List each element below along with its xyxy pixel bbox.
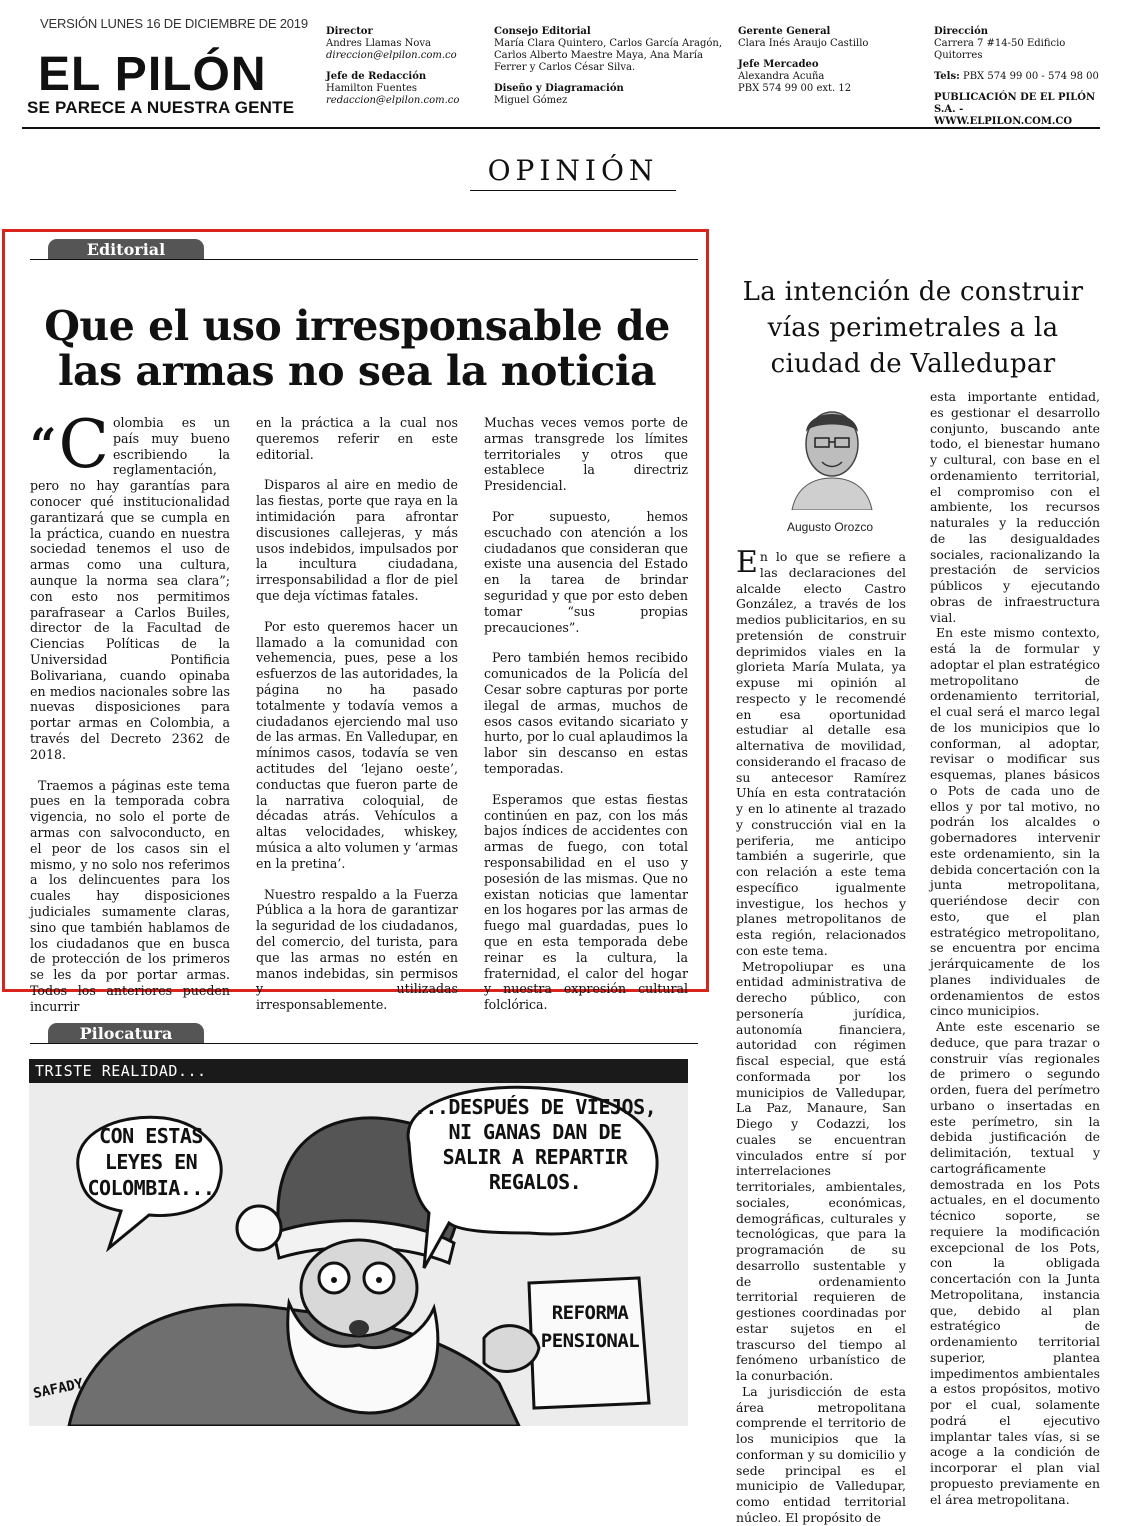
bubble-line: SALIR A REPARTIR (442, 1145, 628, 1169)
section-rule (470, 190, 676, 191)
paragraph: Por esto queremos hacer un llamado a la comunidad con vehemencia, pues, pese a los esfuerzos de las autoridades, la página no ha pasado totalmente y todavía vemos a ciudadanos ejerciendo mal uso de las armas. En Valledupar, en mínimos casos, todavía se ven actitudes del ‘lejano oeste’, conductas que fueron parte de la narrativa coloquial, de décadas atrás. Vehículos a altas velocidades, whiskey, música a alto volumen y ‘armas en la pretina’. (256, 618, 458, 871)
section-title: OPINIÓN (487, 154, 659, 187)
cartoon-tab-rule (30, 1043, 698, 1044)
author-name: Augusto Orozco (786, 520, 874, 534)
document-sign-text (534, 1299, 646, 1355)
sign-line: REFORMA (551, 1302, 629, 1324)
opinion-title: La intención de construir vías perimetrales a la ciudad de Valledupar (742, 277, 1084, 379)
director-label: Director (326, 26, 373, 37)
director-email: direccion@elpilon.com.co (326, 50, 457, 61)
board-line: Carlos Alberto Maestre Maya, Ana María (494, 50, 703, 61)
phones-text: PBX 574 99 00 - 574 98 00 (962, 71, 1099, 82)
opinion-column-2 (930, 389, 1100, 1507)
masthead-rule (22, 127, 1100, 129)
editorial-column-1 (30, 406, 230, 1029)
editorial-column-2 (256, 415, 458, 1028)
cartoon-title: TRISTE REALIDAD... (35, 1062, 207, 1080)
editor-name: Hamilton Fuentes (326, 83, 418, 94)
publication-line: PUBLICACIÓN DE EL PILÓN S.A. - (934, 92, 1096, 115)
masthead-board-block (494, 26, 724, 107)
paragraph: Por supuesto, hemos escuchado con atención a los ciudadanos que consideran que existe una ausencia del Estado en la tarea de brindar seguridad y que por esto deben tomar “sus propias precauciones”. (484, 508, 688, 635)
bubble-left-text (71, 1123, 231, 1201)
quote-mark: “ (30, 418, 57, 472)
board-line: María Clara Quintero, Carlos García Aragón, (494, 38, 723, 49)
bubble-line: COLOMBIA... (87, 1176, 215, 1200)
bubble-line: CON ESTAS (99, 1124, 203, 1148)
board-line: Ferrer y Carlos César Silva. (494, 62, 636, 73)
design-name: Miguel Gómez (494, 95, 568, 106)
drop-cap: E (736, 545, 758, 580)
editorial-headline: Que el uso irresponsable de las armas no sea la noticia (44, 302, 670, 395)
paragraph: Metropoliupar es una entidad administrativa de derecho público, con personería jurídica, autonomía financiera, autoridad con régimen fiscal especial, que está conformada por los municipios de Valledupar, La Paz, Manaure, San Diego y Codazzi, los cuales se encuentran vinculados entre sí por interrelaciones territoriales, ambientales, sociales, económicas, demográficas, culturales y tecnológicas, que para la programación de su desarrollo sustentable y de ordenamiento territorial requieren de gestiones coordinadas por estar sujetos en el trascurso del tiempo al fenómeno urbanístico de la conurbación. (736, 958, 906, 1383)
paragraph: Ante este escenario se deduce, que para trazar o construir vías regionales de primero o segundo orden, fuera del perímetro urbano o insertadas en este perímetro, sin la debida justificación de delimitación, textual y cartográficamente demostrada en los Pots actuales, en el documento técnico soporte, se requiere la modificación excepcional de los Pots, con la obligada concertación con la Junta Metropolitana, instancia que, debido al plan estratégico de ordenamiento territorial superior, plantea impedimentos ambientales a estos propósitos, motivo por el cual, solamente podrá el ejecutivo implantar tales vías, si se acoge a la condición de incorporar el plan vial propuesto previamente en el área metropolitana. (930, 1019, 1100, 1507)
paragraph: olombia es un país muy bueno escribiendo la reglamentación, pero no hay garantías para conocer qué institucionalidad garantizará que se cumpla en la práctica, cuando en nuestra sociedad tenemos el uso de armas como una cultura, aunque la norma sea clara”; con esto nos permitimos parafrasear a Carlos Builes, director de la Facultad de Ciencias Políticas de la Universidad Pontificia Bolivariana, cuando opinaba en medios nacionales sobre las nuevas disposiciones para portar armas en Colombia, a través del Decreto 2362 de 2018. (30, 415, 230, 762)
editorial-tab-rule (30, 259, 698, 260)
website-line: WWW.ELPILON.COM.CO (934, 116, 1073, 127)
masthead-address-block (934, 26, 1114, 128)
paragraph: En este mismo contexto, está la de formular y adoptar el plan estratégico metropolitano de ordenamiento territorial, el cual será el marco legal de los municipios que lo conforman, al adoptar, revisar o modificar sus esquemas, planes básicos o Pots de cada uno de ellos y por tal motivo, no podrán los alcaldes o gobernadores intervenir este ordenamiento, sin la debida concertación con la junta metropolitana, queriéndose decir con esto, que el plan estratégico metropolitano, se encuentra por encima jerárquicamente de los planes individuales de ordenamientos de estos cinco municipios. (930, 625, 1100, 1019)
newspaper-logo: EL PILÓN (38, 48, 267, 101)
address-text: Carrera 7 #14-50 Edificio Quitorres (934, 38, 1066, 61)
bubble-line: ...DESPUÉS DE VIEJOS, (413, 1095, 657, 1119)
marketing-name: Alexandra Acuña (738, 71, 825, 82)
paragraph: Traemos a páginas este tema pues en la temporada cobra vigencia, no solo el porte de armas con salvoconducto, en el peor de los casos sin el mismo, y no solo nos referimos a los delincuentes para los cuales hay disposiciones judiciales sumamente claras, sino que también hablamos de los ciudadanos que en busca de protección de los primeros se les da por portar armas. Todos los anteriores pueden incurrir (30, 777, 230, 1014)
cartoon-illustration (29, 1059, 688, 1426)
newspaper-slogan: SE PARECE A NUESTRA GENTE (27, 98, 295, 117)
manager-label: Gerente General (738, 26, 831, 37)
paragraph: en la práctica a la cual nos queremos referir en este editorial. (256, 415, 458, 462)
director-name: Andres Llamas Nova (326, 38, 432, 49)
manager-name: Clara Inés Araujo Castillo (738, 38, 869, 49)
editor-label: Jefe de Redacción (326, 71, 427, 82)
paragraph: Muchas veces vemos porte de armas transgrede los límites territoriales y otros que establece la directriz Presidencial. (484, 415, 688, 494)
masthead-manager-block (738, 26, 918, 95)
cartoon-tab: Pilocatura (48, 1023, 204, 1043)
paragraph: Esperamos que estas fiestas continúen en paz, con los más bajos índices de accidentes con armas de fuego, con total responsabilidad en el uso y posesión de las mismas. Que no existan noticias que lamentar en los hogares por las armas de fuego mal guardadas, pues lo que en esta temporada debe reinar es la cultura, la fraternidad, el calor del hogar y nuestra expresión cultural folclórica. (484, 791, 688, 1013)
masthead-director-block (326, 26, 486, 107)
editorial-column-3 (484, 415, 688, 1028)
marketing-phone: PBX 574 99 00 ext. 12 (738, 83, 852, 94)
design-label: Diseño y Diagramación (494, 83, 624, 94)
bubble-line: LEYES EN (104, 1150, 198, 1174)
board-label: Consejo Editorial (494, 26, 591, 37)
paragraph: Pero también hemos recibido comunicados de la Policía del Cesar sobre capturas por porte ilegal de armas, muchos de esos casos evitando sicariato y hurto, por lo cual aplaudimos la labor sin descanso en estas temporadas. (484, 650, 688, 776)
paragraph: esta importante entidad, es gestionar el desarrollo conjunto, buscando ante todo, el bienestar humano y cultural, con base en el ordenamiento territorial, el compromiso con el ambiente, los recursos naturales y la reducción de las desigualdades sociales, racionalizando la prestación de servicios públicos y ejecutando obras de infraestructura vial. (930, 389, 1100, 625)
editorial-tab: Editorial (48, 239, 204, 259)
edition-date: VERSIÓN LUNES 16 DE DICIEMBRE DE 2019 (40, 16, 308, 31)
paragraph: n lo que se refiere a las declaraciones del alcalde electo Castro González, a través de los medios publicitarios, en su pretensión de construir deprimidos viales en la glorieta María Mulata, ya expuse mi opinión al respecto y le recomendé en esa oportunidad estudiar al detalle esa alternativa de movilidad, considerando el fracaso de su antecesor Ramírez Uhía en esta contratación y en lo atinente al trazado y construcción vial en la periferia, me anticipo también a sugerirle, que con relación a este tema específico igualmente investigue, los hechos y planes metropolitanos de esta región, relacionados con este tema. (736, 549, 906, 958)
address-label: Dirección (934, 26, 989, 37)
drop-cap: C (58, 406, 109, 483)
bubble-right-text (405, 1095, 665, 1195)
author-photo (782, 392, 882, 510)
opinion-column-1 (736, 545, 906, 1526)
bubble-line: NI GANAS DAN DE (448, 1120, 622, 1144)
paragraph: Nuestro respaldo a la Fuerza Pública a la hora de garantizar la seguridad de los ciudadanos, del comercio, del turista, para que las armas no estén en manos indebidas, sin permisos y utilizadas irresponsablemente. (256, 886, 458, 1013)
bubble-line: REGALOS. (488, 1170, 582, 1194)
sign-line: PENSIONAL (540, 1330, 640, 1352)
paragraph: La jurisdicción de esta área metropolitana comprende el territorio de los municipios que la conforman y su domicilio y sede principal es el municipio de Valledupar, como entidad territorial núcleo. El propósito de (736, 1383, 906, 1525)
paragraph: Disparos al aire en medio de las fiestas, porte que raya en la intimidación para afrontar discusiones callejeras, y más usos indebidos, impulsados por la incultura ciudadana, irresponsabilidad a flor de piel que deja víctimas fatales. (256, 477, 458, 603)
marketing-label: Jefe Mercadeo (738, 59, 819, 70)
editor-email: redaccion@elpilon.com.co (326, 95, 460, 106)
phones-label: Tels: (934, 71, 960, 82)
cartoonist-signature: SAFADY (31, 1375, 85, 1403)
